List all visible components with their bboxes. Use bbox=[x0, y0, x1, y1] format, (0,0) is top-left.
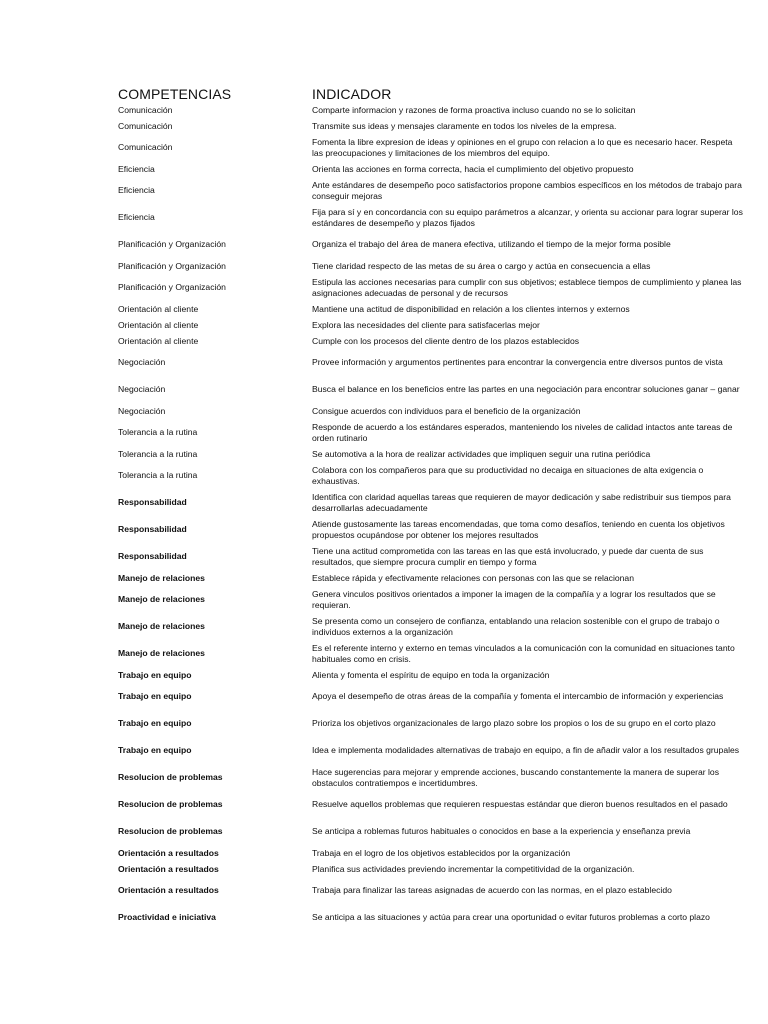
table-row bbox=[0, 683, 768, 710]
table-row bbox=[0, 764, 768, 791]
competencia-cell: Negociación bbox=[118, 357, 166, 367]
competencia-cell: Negociación bbox=[118, 384, 166, 394]
indicador-cell: Colabora con los compañeros para que su productividad no decaiga en situaciones de alta exigencia o exhaustivas. bbox=[312, 464, 704, 486]
competencia-cell: Orientación al cliente bbox=[118, 335, 199, 346]
competencia-cell: Proactividad e iniciativa bbox=[118, 912, 216, 922]
table-row bbox=[0, 516, 768, 543]
competencia-cell: Comunicación bbox=[118, 120, 173, 131]
table-row bbox=[0, 376, 768, 403]
indicador-cell: Se presenta como un consejero de confianza, entablando una relacion sostenible con el grupo de trabajo o individuos externos a la organización bbox=[312, 615, 720, 637]
table-row bbox=[0, 403, 768, 419]
table-row bbox=[0, 258, 768, 274]
table-row bbox=[0, 231, 768, 258]
competencia-cell: Resolucion de problemas bbox=[118, 826, 223, 836]
indicador-cell: Se anticipa a las situaciones y actúa para crear una oportunidad o evitar futuros problemas a corto plazo bbox=[312, 912, 710, 922]
table-row bbox=[0, 737, 768, 764]
indicador-cell: Consigue acuerdos con individuos para el beneficio de la organización bbox=[312, 405, 581, 416]
table-row bbox=[0, 134, 768, 161]
competencia-cell: Manejo de relaciones bbox=[118, 648, 205, 658]
indicador-cell: Se automotiva a la hora de realizar actividades que impliquen seguir una rutina periódica bbox=[312, 448, 651, 459]
competencia-cell: Planificación y Organización bbox=[118, 282, 226, 292]
competencia-cell: Trabajo en equipo bbox=[118, 669, 192, 680]
competencia-cell: Eficiencia bbox=[118, 185, 155, 195]
table-row bbox=[0, 274, 768, 301]
indicador-cell: Se anticipa a roblemas futuros habituales o conocidos en base a la experiencia y enseñanza previa bbox=[312, 826, 691, 836]
indicador-cell: Planifica sus actividades previendo incrementar la competitividad de la organización. bbox=[312, 863, 635, 874]
indicador-cell: Prioriza los objetivos organizacionales de largo plazo sobre los propios o los de su grupo en el corto plazo bbox=[312, 718, 716, 728]
indicador-cell: Genera vinculos positivos orientados a imponer la imagen de la compañía y a lograr los resultados que se requieran. bbox=[312, 588, 716, 610]
competencia-cell: Tolerancia a la rutina bbox=[118, 427, 198, 437]
table-row bbox=[0, 861, 768, 877]
competencia-cell: Planificación y Organización bbox=[118, 239, 226, 249]
table-row bbox=[0, 640, 768, 667]
competencia-cell: Tolerancia a la rutina bbox=[118, 448, 198, 459]
competencia-cell: Eficiencia bbox=[118, 212, 155, 222]
indicador-cell: Organiza el trabajo del área de manera efectiva, utilizando el tiempo de la mejor forma posible bbox=[312, 239, 671, 249]
indicador-cell: Tiene una actitud comprometida con las tareas en las que está involucrado, y puede dar cuenta de sus resultados, que siempre procura cumplir en tiempo y forma bbox=[312, 545, 704, 567]
competencia-cell: Responsabilidad bbox=[118, 551, 187, 561]
table-row bbox=[0, 489, 768, 516]
table-row bbox=[0, 419, 768, 446]
indicador-cell: Cumple con los procesos del cliente dentro de los plazos establecidos bbox=[312, 335, 580, 346]
indicador-cell: Transmite sus ideas y mensajes claramente en todos los niveles de la empresa. bbox=[312, 120, 617, 131]
table-row bbox=[0, 586, 768, 613]
competencia-cell: Trabajo en equipo bbox=[118, 745, 192, 755]
competencia-cell: Orientación al cliente bbox=[118, 303, 199, 314]
competencia-cell: Orientación a resultados bbox=[118, 863, 219, 874]
competencia-cell: Resolucion de problemas bbox=[118, 799, 223, 809]
table-row bbox=[0, 613, 768, 640]
header-indicador: INDICADOR bbox=[312, 86, 392, 102]
indicador-cell: Hace sugerencias para mejorar y emprende acciones, buscando constantemente la manera de superar los obstaculos contratiempos e incertidumbres. bbox=[312, 766, 719, 788]
competencia-cell: Responsabilidad bbox=[118, 497, 187, 507]
indicador-cell: Fija para sí y en concordancia con su equipo parámetros a alcanzar, y orienta su accionar para lograr superar los estándares de desempeño y plazos fijados bbox=[312, 206, 743, 228]
table-row bbox=[0, 161, 768, 177]
indicador-cell: Trabaja en el logro de los objetivos establecidos por la organización bbox=[312, 847, 571, 858]
competencia-cell: Orientación a resultados bbox=[118, 847, 219, 858]
indicador-cell: Apoya el desempeño de otras áreas de la compañía y fomenta el intercambio de información y experiencias bbox=[312, 691, 724, 701]
table-row bbox=[0, 349, 768, 376]
indicador-cell: Tiene claridad respecto de las metas de su área o cargo y actúa en consecuencia a ellas bbox=[312, 260, 651, 271]
competencia-cell: Trabajo en equipo bbox=[118, 691, 192, 701]
competencia-cell: Manejo de relaciones bbox=[118, 594, 205, 604]
header-competencias: COMPETENCIAS bbox=[118, 86, 232, 102]
table-row bbox=[0, 177, 768, 204]
competency-table bbox=[0, 102, 768, 931]
indicador-cell: Estipula las acciones necesarias para cumplir con sus objetivos; establece tiempos de cumplimiento y planea las asignaciones adecuadas de personal y de recursos bbox=[312, 276, 742, 298]
indicador-cell: Identifica con claridad aquellas tareas que requieren de mayor dedicación y sabe redistribuir sus tiempos para desarrollarlas adecuadamente bbox=[312, 491, 731, 513]
table-row bbox=[0, 904, 768, 931]
competencia-cell: Responsabilidad bbox=[118, 524, 187, 534]
competencia-cell: Manejo de relaciones bbox=[118, 621, 205, 631]
indicador-cell: Busca el balance en los beneficios entre las partes en una negociación para encontrar soluciones ganar – ganar bbox=[312, 384, 740, 394]
indicador-cell: Comparte informacion y razones de forma proactiva incluso cuando no se lo solicitan bbox=[312, 104, 636, 115]
table-row bbox=[0, 204, 768, 231]
table-row bbox=[0, 317, 768, 333]
competencia-cell: Resolucion de problemas bbox=[118, 772, 223, 782]
indicador-cell: Orienta las acciones en forma correcta, hacia el cumplimiento del objetivo propuesto bbox=[312, 163, 634, 174]
indicador-cell: Idea e implementa modalidades alternativas de trabajo en equipo, a fin de añadir valor a los resultados grupales bbox=[312, 745, 740, 755]
competencia-cell: Trabajo en equipo bbox=[118, 718, 192, 728]
competencia-cell: Comunicación bbox=[118, 104, 173, 115]
table-row bbox=[0, 333, 768, 349]
table-row bbox=[0, 791, 768, 818]
table-row bbox=[0, 102, 768, 118]
table-row bbox=[0, 710, 768, 737]
indicador-cell: Trabaja para finalizar las tareas asignadas de acuerdo con las normas, en el plazo establecido bbox=[312, 885, 672, 895]
competencia-cell: Comunicación bbox=[118, 142, 173, 152]
indicador-cell: Responde de acuerdo a los estándares esperados, manteniendo los niveles de calidad intactos ante tareas de orden rutinario bbox=[312, 421, 733, 443]
indicador-cell: Mantiene una actitud de disponibilidad en relación a los clientes internos y externos bbox=[312, 303, 630, 314]
table-row bbox=[0, 877, 768, 904]
indicador-cell: Es el referente interno y externo en temas vinculados a la comunicación con la comunidad en situaciones tanto habituales como en crisis. bbox=[312, 642, 735, 664]
table-row bbox=[0, 543, 768, 570]
table-row bbox=[0, 462, 768, 489]
table-row bbox=[0, 667, 768, 683]
competencia-cell: Planificación y Organización bbox=[118, 260, 226, 271]
indicador-cell: Ante estándares de desempeño poco satisfactorios propone cambios específicos en los métodos de trabajo para conseguir mejoras bbox=[312, 179, 742, 201]
indicador-cell: Establece rápida y efectivamente relaciones con personas con las que se relacionan bbox=[312, 572, 634, 583]
table-row bbox=[0, 118, 768, 134]
indicador-cell: Provee información y argumentos pertinentes para encontrar la convergencia entre diversos puntos de vista bbox=[312, 357, 723, 367]
indicador-cell: Atiende gustosamente las tareas encomendadas, que toma como desafíos, teniendo en cuenta los objetivos propuestos ocupándose por obtener los mejores resultados bbox=[312, 518, 725, 540]
table-row bbox=[0, 301, 768, 317]
indicador-cell: Alienta y fomenta el espíritu de equipo en toda la organización bbox=[312, 669, 550, 680]
competencia-cell: Manejo de relaciones bbox=[118, 572, 205, 583]
table-row bbox=[0, 818, 768, 845]
competencia-cell: Tolerancia a la rutina bbox=[118, 470, 198, 480]
competencia-cell: Eficiencia bbox=[118, 163, 155, 174]
indicador-cell: Resuelve aquellos problemas que requieren respuestas estándar que dieron buenos resultados en el pasado bbox=[312, 799, 728, 809]
table-row bbox=[0, 570, 768, 586]
competencia-cell: Negociación bbox=[118, 405, 166, 416]
indicador-cell: Fomenta la libre expresion de ideas y opiniones en el grupo con relacion a lo que es necesario hacer. Respeta las preocupaciones y limitaciones de los miembros del equipo. bbox=[312, 136, 733, 158]
table-row bbox=[0, 446, 768, 462]
indicador-cell: Explora las necesidades del cliente para satisfacerlas mejor bbox=[312, 319, 540, 330]
competencia-cell: Orientación a resultados bbox=[118, 885, 219, 895]
competencia-cell: Orientación al cliente bbox=[118, 319, 199, 330]
table-row bbox=[0, 845, 768, 861]
